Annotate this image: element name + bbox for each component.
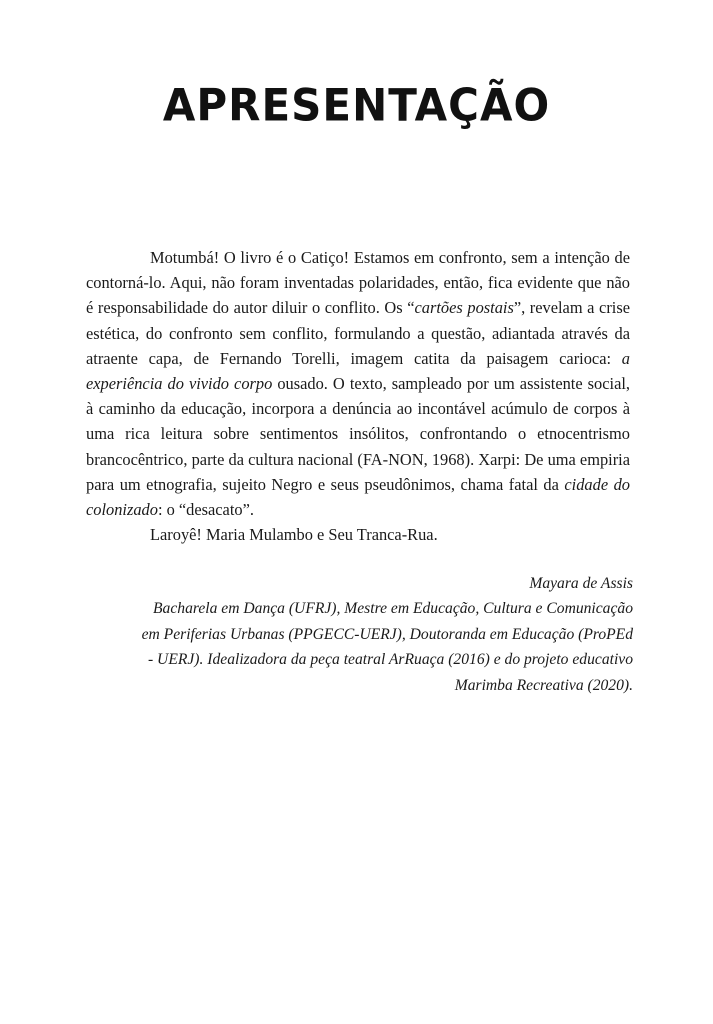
- paragraph-1-italic-2: a experiência do vivido corpo: [86, 348, 630, 394]
- author-bio-line-2: em Periferias Urbanas (PPGECC-UERJ), Doutoranda em Educação (ProPEd: [141, 625, 633, 643]
- paragraph-1-text-4: : o “desacato”.: [157, 500, 254, 520]
- paragraph-1-text-3: ousado. O texto, sampleado por um assistente social, à caminho da educação, incorpora a denúncia ao incontável acúmulo de corpos à uma rica leitura sobre sentimentos insólitos, confrontando o etnocentrismo brancocêntrico, parte da cultura nacional (FA-NON, 1968). Xarpi: De uma empiria para um etnografia, sujeito Negro e seus pseudônimos, chama fatal da: [86, 374, 630, 494]
- paragraph-1-text-1: Motumbá! O livro é o Catiço! Estamos em confronto, sem a intenção de contorná-lo. Aqui, não foram inventadas polaridades, então, fica evidente que não é responsabilidade do autor diluir o conflito. Os “: [86, 248, 630, 318]
- paragraph-1-text-2: ”, revelam a crise estética, do confronto sem conflito, formulando a questão, adiantada através da atraente capa, de Fernando Torelli, imagem catita da paisagem carioca:: [86, 298, 630, 368]
- paragraph-1: [86, 245, 630, 522]
- author-name: Mayara de Assis: [529, 575, 633, 592]
- paragraph-2: Laroyê! Maria Mulambo e Seu Tranca-Rua.: [150, 525, 438, 545]
- author-bio-line-1: Bacharela em Dança (UFRJ), Mestre em Educação, Cultura e Comunicação: [153, 600, 633, 618]
- page-title: APRESENTAÇÃO: [162, 79, 551, 132]
- paragraph-1-italic-3: cidade do colonizado: [86, 474, 630, 520]
- body-text: [86, 245, 630, 547]
- author-bio-line-4: Marimba Recreativa (2020).: [454, 676, 633, 694]
- author-bio-line-3: - UERJ). Idealizadora da peça teatral ArRuaça (2016) e do projeto educativo: [147, 651, 633, 669]
- signature-block: [86, 571, 633, 698]
- paragraph-1-italic-1: cartões postais: [414, 298, 514, 318]
